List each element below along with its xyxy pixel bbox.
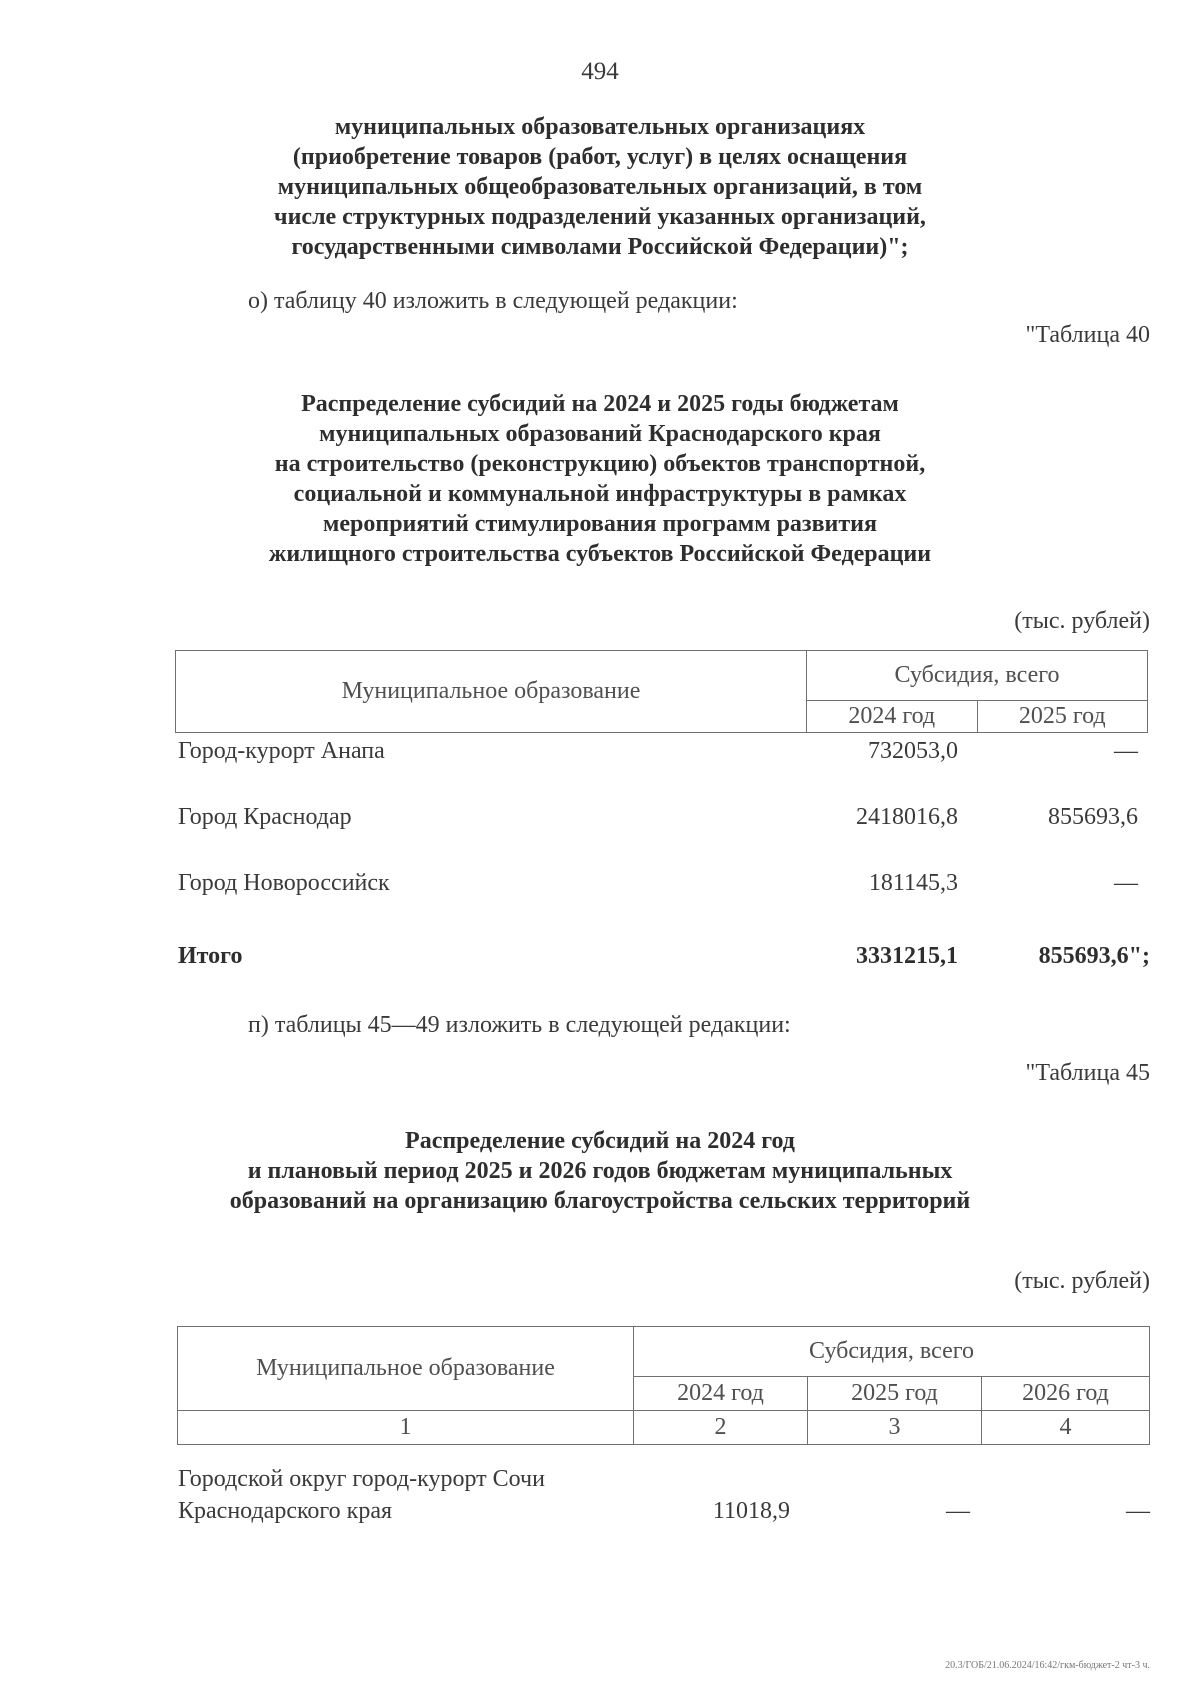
- row-2025: 855693,6: [1048, 804, 1138, 830]
- table45-colnum-2: 2: [634, 1411, 808, 1445]
- table40-title-line: Распределение субсидий на 2024 и 2025 годы бюджетам: [301, 391, 899, 417]
- table40-col-group: Субсидия, всего: [807, 651, 1148, 701]
- paragraph-p: п) таблицы 45—49 изложить в следующей редакции:: [248, 1012, 791, 1038]
- intro-line: муниципальных образовательных организациях: [334, 114, 866, 140]
- row-2024: 732053,0: [868, 738, 958, 764]
- table45-col-2024: 2024 год: [634, 1377, 808, 1411]
- table40-title-line: муниципальных образований Краснодарского края: [319, 421, 881, 447]
- row-2025: —: [1114, 738, 1138, 764]
- table-row: [178, 804, 1138, 836]
- row-name: Город-курорт Анапа: [178, 738, 385, 764]
- total-2024: 3331215,1: [856, 943, 958, 969]
- row-2025: —: [1114, 870, 1138, 896]
- table45-col-2026: 2026 год: [982, 1377, 1150, 1411]
- table45-colnum-3: 3: [808, 1411, 982, 1445]
- table45-col-group: Субсидия, всего: [634, 1327, 1150, 1377]
- table45-colnum-1: 1: [178, 1411, 634, 1445]
- table40-title-line: на строительство (реконструкцию) объектов транспортной,: [274, 451, 926, 477]
- table40-col-name: Муниципальное образование: [176, 651, 807, 733]
- table40-col-2024: 2024 год: [807, 701, 978, 733]
- row-2024: 2418016,8: [856, 804, 958, 830]
- table40-header: [175, 650, 1148, 733]
- table40-unit: (тыс. рублей): [1014, 608, 1150, 634]
- intro-line: муниципальных общеобразовательных организаций, в том: [277, 174, 923, 200]
- footer-code: 20.3/ГОБ/21.06.2024/16:42/гкм-бюджет-2 чт-3 ч.: [945, 1660, 1150, 1671]
- table40-title: [150, 389, 1050, 569]
- row-name: Город Новороссийск: [178, 870, 390, 896]
- table40-title-line: жилищного строительства субъектов Российской Федерации: [268, 541, 932, 567]
- table-row: [178, 738, 1138, 770]
- table45-header: [177, 1326, 1150, 1445]
- intro-line: (приобретение товаров (работ, услуг) в целях оснащения: [292, 144, 908, 170]
- table40-title-line: социальной и коммунальной инфраструктуры в рамках: [293, 481, 907, 507]
- table40-title-line: мероприятий стимулирования программ развития: [323, 511, 877, 537]
- table45-unit: (тыс. рублей): [1014, 1268, 1150, 1294]
- paragraph-o: о) таблицу 40 изложить в следующей редакции:: [248, 288, 738, 314]
- table40-label: "Таблица 40: [1025, 322, 1150, 348]
- table45-title-line: Распределение субсидий на 2024 год: [405, 1128, 795, 1154]
- row-name: Город Краснодар: [178, 804, 352, 830]
- intro-line: государственными символами Российской Федерации)";: [291, 234, 909, 260]
- row-2025: —: [946, 1498, 970, 1524]
- table45-title-line: образований на организацию благоустройства сельских территорий: [229, 1188, 971, 1214]
- table45-colnum-4: 4: [982, 1411, 1150, 1445]
- table45-title-line: и плановый период 2025 и 2026 годов бюджетам муниципальных: [247, 1158, 953, 1184]
- intro-text: [150, 112, 1050, 262]
- row-name-line: Краснодарского края: [178, 1498, 393, 1524]
- table-row: [178, 870, 1138, 902]
- table45-col-2025: 2025 год: [808, 1377, 982, 1411]
- row-2024: 181145,3: [868, 870, 958, 896]
- table45-title: [150, 1126, 1050, 1216]
- total-label: Итого: [178, 943, 243, 969]
- row-2026: —: [1126, 1498, 1150, 1524]
- table45-label: "Таблица 45: [1025, 1060, 1150, 1086]
- row-name-line: Городской округ город-курорт Сочи: [178, 1466, 545, 1492]
- row-2024: 11018,9: [712, 1498, 790, 1524]
- intro-line: числе структурных подразделений указанных организаций,: [274, 204, 926, 230]
- table-row: [178, 1466, 1150, 1530]
- page-number: 494: [581, 58, 619, 85]
- total-2025: 855693,6";: [1038, 943, 1150, 969]
- table40-total-row: [178, 943, 1150, 975]
- table40-col-2025: 2025 год: [977, 701, 1148, 733]
- table45-col-name: Муниципальное образование: [178, 1327, 634, 1411]
